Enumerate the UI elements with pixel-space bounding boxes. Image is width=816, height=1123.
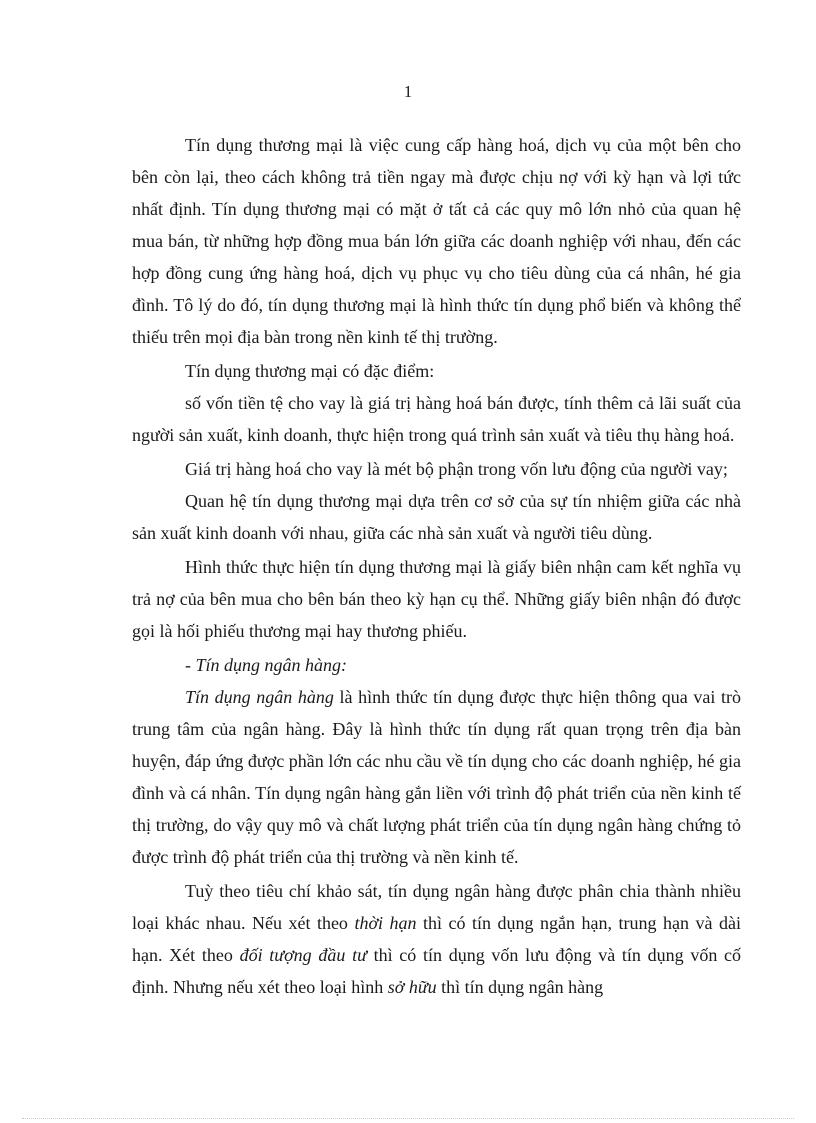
term-duration: thời hạn bbox=[354, 913, 417, 933]
classification-text-d: thì tín dụng ngân hàng bbox=[436, 977, 604, 997]
bank-credit-definition-text: là hình thức tín dụng được thực hiện thông qua vai trò trung tâm của ngân hàng. Đây là hình thức tín dụng rất quan trọng trên địa bàn huyện, đáp ứng được phần lớn các nhu cầu về tín dụng cho các doanh nghiệp, hé gia đình và cá nhân. Tín dụng ngân hàng gắn liền với trình độ phát triển của nền kinh tế thị trường, do vậy quy mô và chất lượng phát triển của tín dụng ngân hàng chứng tỏ được trình độ phát triển của thị trường và nền kinh tế. bbox=[132, 687, 742, 867]
page-number: 1 bbox=[403, 82, 413, 101]
paragraph-form-of-trade-credit: Hình thức thực hiện tín dụng thương mại là giấy biên nhận cam kết nghĩa vụ trả nợ của bên mua cho bên bán theo kỳ hạn cụ thể. Những giấy biên nhận đó được gọi là hối phiếu thương mại hay thương phiếu. bbox=[132, 557, 741, 641]
term-investment-object: đối tượng đầu tư bbox=[239, 945, 367, 965]
paragraph-bank-credit-heading bbox=[132, 649, 741, 681]
paragraph-feature-goods-value: Giá trị hàng hoá cho vay là mét bộ phận trong vốn lưu động của người vay; bbox=[185, 459, 728, 479]
classification-text-b: thì có tín dụng ngắn hạn, trung hạn và dài hạn. Xét theo bbox=[132, 913, 741, 965]
bank-credit-heading-text: - Tín dụng ngân hàng: bbox=[185, 655, 347, 675]
page-bottom-divider bbox=[22, 1118, 794, 1119]
paragraph-bank-credit-classification bbox=[132, 875, 741, 1003]
bank-credit-term: Tín dụng ngân hàng bbox=[185, 687, 334, 707]
body-text bbox=[132, 129, 741, 1003]
paragraph-trade-credit-definition: Tín dụng thương mại là việc cung cấp hàng hoá, dịch vụ của một bên cho bên còn lại, theo cách không trả tiền ngay mà được chịu nợ với kỳ hạn và lợi tức nhất định. Tín dụng thương mại có mặt ở tất cả các quy mô lớn nhỏ của quan hệ mua bán, từ những hợp đồng mua bán lớn giữa các doanh nghiệp với nhau, đến các hợp đồng cung ứng hàng hoá, dịch vụ phục vụ cho tiêu dùng của cá nhân, hé gia đình. Tô lý do đó, tín dụng thương mại là hình thức tín dụng phổ biến và không thể thiếu trên mọi địa bàn trong nền kinh tế thị trường. bbox=[132, 135, 741, 347]
paragraph-bank-credit-definition bbox=[132, 681, 741, 873]
term-ownership: sở hữu bbox=[387, 977, 437, 997]
classification-text-a: Tuỳ theo tiêu chí khảo sát, tín dụng ngân hàng được phân chia thành nhiều loại khác nhau. Nếu xét theo bbox=[132, 881, 741, 933]
paragraph-feature-capital: số vốn tiền tệ cho vay là giá trị hàng hoá bán được, tính thêm cả lãi suất của người sản xuất, kinh doanh, thực hiện trong quá trình sản xuất và tiêu thụ hàng hoá. bbox=[132, 393, 741, 445]
classification-text-c: thì có tín dụng vốn lưu động và tín dụng vốn cố định. Nhưng nếu xét theo loại hình bbox=[132, 945, 742, 997]
paragraph-feature-trust: Quan hệ tín dụng thương mại dựa trên cơ sở của sự tín nhiệm giữa các nhà sản xuất kinh doanh với nhau, giữa các nhà sản xuất và người tiêu dùng. bbox=[132, 491, 741, 543]
paragraph-trade-credit-features-heading: Tín dụng thương mại có đặc điểm: bbox=[185, 361, 435, 381]
